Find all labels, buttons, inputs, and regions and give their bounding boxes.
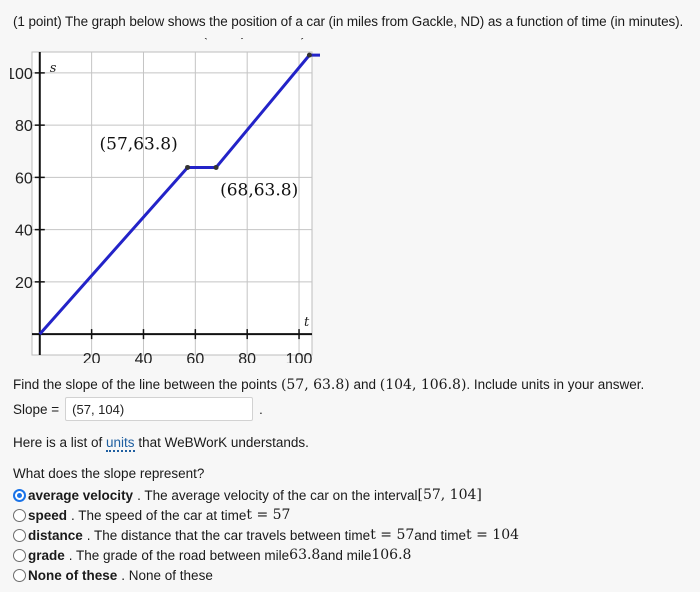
problem-statement: (1 point) The graph below shows the position of a car (in miles from Gackle, ND) as a function of time (in minutes). — [13, 14, 684, 29]
data-point — [214, 165, 219, 170]
x-axis-label: t — [304, 315, 310, 331]
radio-button[interactable] — [13, 489, 26, 502]
point-label: (68,63.8) — [220, 180, 299, 201]
x-tick-label: 60 — [186, 351, 205, 363]
data-point — [185, 165, 190, 170]
option-title: speed — [28, 507, 68, 523]
point-label — [201, 38, 306, 42]
option-math: t = 57 — [370, 527, 415, 543]
option-math: t = 57 — [246, 507, 291, 523]
option-average-velocity[interactable] — [13, 485, 519, 505]
slope-answer-row — [13, 397, 263, 421]
option-desc: . The average velocity of the car on the interval — [137, 487, 418, 503]
slope-meaning-question: What does the slope represent? — [13, 466, 205, 481]
option-desc: . The distance that the car travels between time — [86, 527, 371, 543]
x-tick-label: 20 — [82, 351, 101, 363]
chart-svg — [10, 38, 320, 363]
units-text-before: Here is a list of — [13, 435, 107, 450]
find-slope-instruction — [13, 377, 644, 393]
y-axis-label: s — [49, 61, 57, 76]
y-tick-label: 40 — [14, 222, 33, 240]
x-tick-label: 80 — [238, 351, 257, 363]
point-label: (57,63.8) — [99, 134, 178, 155]
option-title: None of these — [28, 567, 118, 583]
option-distance[interactable] — [13, 525, 519, 545]
y-tick-label: 20 — [14, 274, 33, 292]
slope-input[interactable] — [65, 397, 253, 421]
find-point-2: (104, 106.8) — [379, 377, 467, 393]
option-title: average velocity — [28, 487, 134, 503]
option-speed[interactable] — [13, 505, 519, 525]
option-desc: . The speed of the car at time — [71, 507, 247, 523]
y-tick-label: 80 — [14, 118, 33, 136]
option-math-2: 106.8 — [371, 547, 412, 563]
option-desc: . None of these — [121, 567, 213, 583]
find-text-after: . Include units in your answer. — [466, 377, 645, 392]
option-desc-2: and mile — [320, 547, 372, 563]
y-tick-label: 100 — [10, 65, 33, 83]
option-grade[interactable] — [13, 545, 519, 565]
radio-button[interactable] — [13, 569, 26, 582]
option-desc: . The grade of the road between mile — [68, 547, 290, 563]
slope-input-value: (57, 104) — [72, 401, 125, 417]
option-math-2: t = 104 — [466, 527, 520, 543]
find-text-mid: and — [349, 377, 380, 392]
x-tick-label: 40 — [134, 351, 153, 363]
find-point-1: (57, 63.8) — [280, 377, 350, 393]
x-tick-label: 100 — [285, 351, 313, 363]
slope-trailing-period: . — [259, 401, 263, 417]
slope-label: Slope = — [13, 401, 60, 417]
option-title: grade — [28, 547, 65, 563]
data-point — [307, 53, 312, 58]
units-link[interactable]: units — [106, 435, 135, 450]
option-math: 63.8 — [289, 547, 321, 563]
plot-area — [32, 52, 312, 355]
y-tick-label: 60 — [14, 170, 33, 188]
option-none[interactable] — [13, 565, 519, 585]
radio-button[interactable] — [13, 549, 26, 562]
option-math: [57, 104] — [417, 487, 482, 503]
radio-button[interactable] — [13, 509, 26, 522]
option-desc-2: and time — [414, 527, 467, 543]
option-title: distance — [28, 527, 83, 543]
units-text-after: that WeBWorK understands. — [134, 435, 309, 450]
answer-options — [13, 485, 519, 585]
position-graph — [10, 38, 320, 368]
find-text-before: Find the slope of the line between the points — [13, 377, 281, 392]
units-info — [13, 435, 309, 450]
radio-button[interactable] — [13, 529, 26, 542]
